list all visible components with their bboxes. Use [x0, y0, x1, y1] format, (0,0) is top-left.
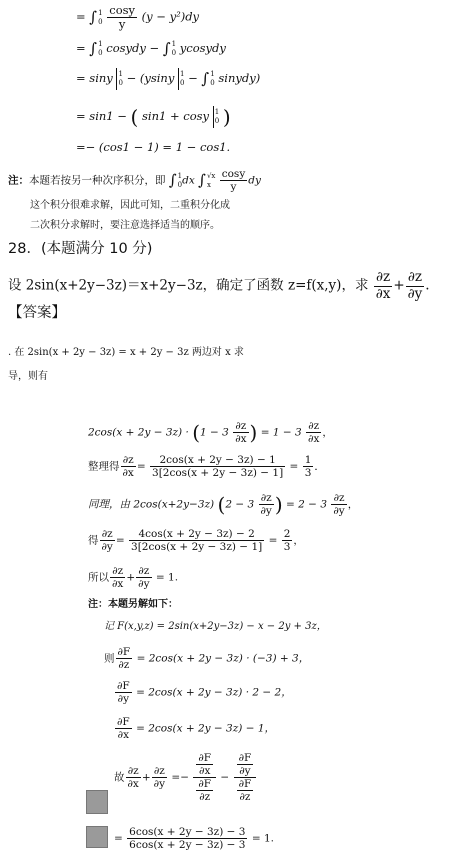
solution-line-1: = ∫1 0 $\frac{\cos y}{y}$ (y − y²)dy: [76, 3, 200, 32]
alt-final: = $\frac{6\cos(x + 2y - 3z) - 3}{6\cos(x + 2y - 3z) - 3}$ = 1.: [114, 826, 274, 852]
solution-line-5: =− (cos1 − 1) = 1 − cos1.: [76, 140, 231, 154]
integral-sign: ∫: [89, 8, 98, 27]
answer-eq-3: 同理，由 2cos(x+2y−3z) (2 − 3 $\frac{\partial z}{\partial y}$ ) = 2 − 3 $\frac{\partial z}{\partial y}$ ，: [88, 492, 359, 518]
alt-fx: 则 $\frac{\partial F}{\partial z}$ = 2cos(x + 2y − 3z) · (−3) + 3，: [104, 646, 310, 672]
answer-tag: 【答案】: [8, 305, 66, 321]
note-line-2: 这个积分很难求解，因此可知，二重积分化成: [30, 200, 230, 211]
question-number-heading: 28．(本题满分 10 分): [8, 241, 153, 257]
answer-eq-5: 所以 $\frac{\partial z}{\partial x}$ + $\frac{\partial z}{\partial y}$ = 1.: [88, 565, 179, 591]
solution-line-2: = ∫1 0 cosydy − ∫1 0 ycosydy: [76, 39, 226, 58]
answer-intro-2: 导，则有: [8, 371, 48, 382]
alt-sum: 故 $\frac{\partial z}{\partial x}$ + $\frac{\partial z}{\partial y}$ =− $\frac{\frac{\partial F}{\partial x}}{\frac{\partial F}{\partial z}}$ − $\frac{\frac{\partial F}{\partial y}}{\frac{\partial F}{\partial z}}$: [114, 752, 257, 803]
note-line-1: 注：本题若按另一种次序积分，即 ∫1 0dx ∫√x x $\frac{\cos y}{y}$ dy: [8, 168, 261, 194]
alt-solution-label: 注：本题另解如下：: [88, 599, 178, 610]
solution-line-3: = siny 1 0 − (ysiny 1 0 − ∫1 0 sinydy): [76, 68, 260, 90]
integral-sign: ∫: [201, 69, 210, 88]
question-stem: 设 2sin(x+2y−3z)＝x+2y−3z，确定了函数 z=f(x,y)，求 $\frac{\partial z}{\partial x}$ + $\frac{\partial z}{\partial y}$ .: [8, 269, 430, 302]
alt-def: 记 F(x,y,z) = 2sin(x+2y−3z) − x − 2y + 3z，: [104, 621, 327, 632]
answer-eq-2: 整理得 $\frac{\partial z}{\partial x}$ = $\frac{2\cos(x + 2y - 3z) - 1}{3[2\cos(x + 2y - 3z) - 1]}$ = $\frac{1}{3}$ ．: [88, 454, 325, 480]
solution-line-4: = sin1 − ( sin1 + cosy 1 0 ): [76, 105, 231, 129]
answer-intro-1: . 在 2sin(x + 2y − 3z) = x + 2y − 3z 两边对 x 求: [8, 347, 244, 358]
alt-fz: $\frac{\partial F}{\partial x}$ = 2cos(x + 2y − 3z) − 1，: [117, 716, 276, 742]
answer-eq-1: 2cos(x + 2y − 3z) · (1 − 3 $\frac{\partial z}{\partial x}$ ) = 1 − 3 $\frac{\partial z}{\partial x}$ ，: [88, 420, 333, 446]
note-line-3: 二次积分求解时，要注意选择适当的顺序。: [30, 220, 220, 231]
scan-artifact-image: [86, 826, 108, 848]
scan-artifact-image: [86, 790, 108, 814]
integral-sign: ∫: [162, 39, 171, 58]
alt-fy: $\frac{\partial F}{\partial y}$ = 2cos(x + 2y − 3z) · 2 − 2，: [117, 680, 292, 706]
answer-eq-4: 得 $\frac{\partial z}{\partial y}$ = $\frac{4\cos(x + 2y - 3z) - 2}{3[2\cos(x + 2y - 3z) - 1]}$ = $\frac{2}{3}$ ，: [88, 528, 304, 554]
integral-sign: ∫: [89, 39, 98, 58]
